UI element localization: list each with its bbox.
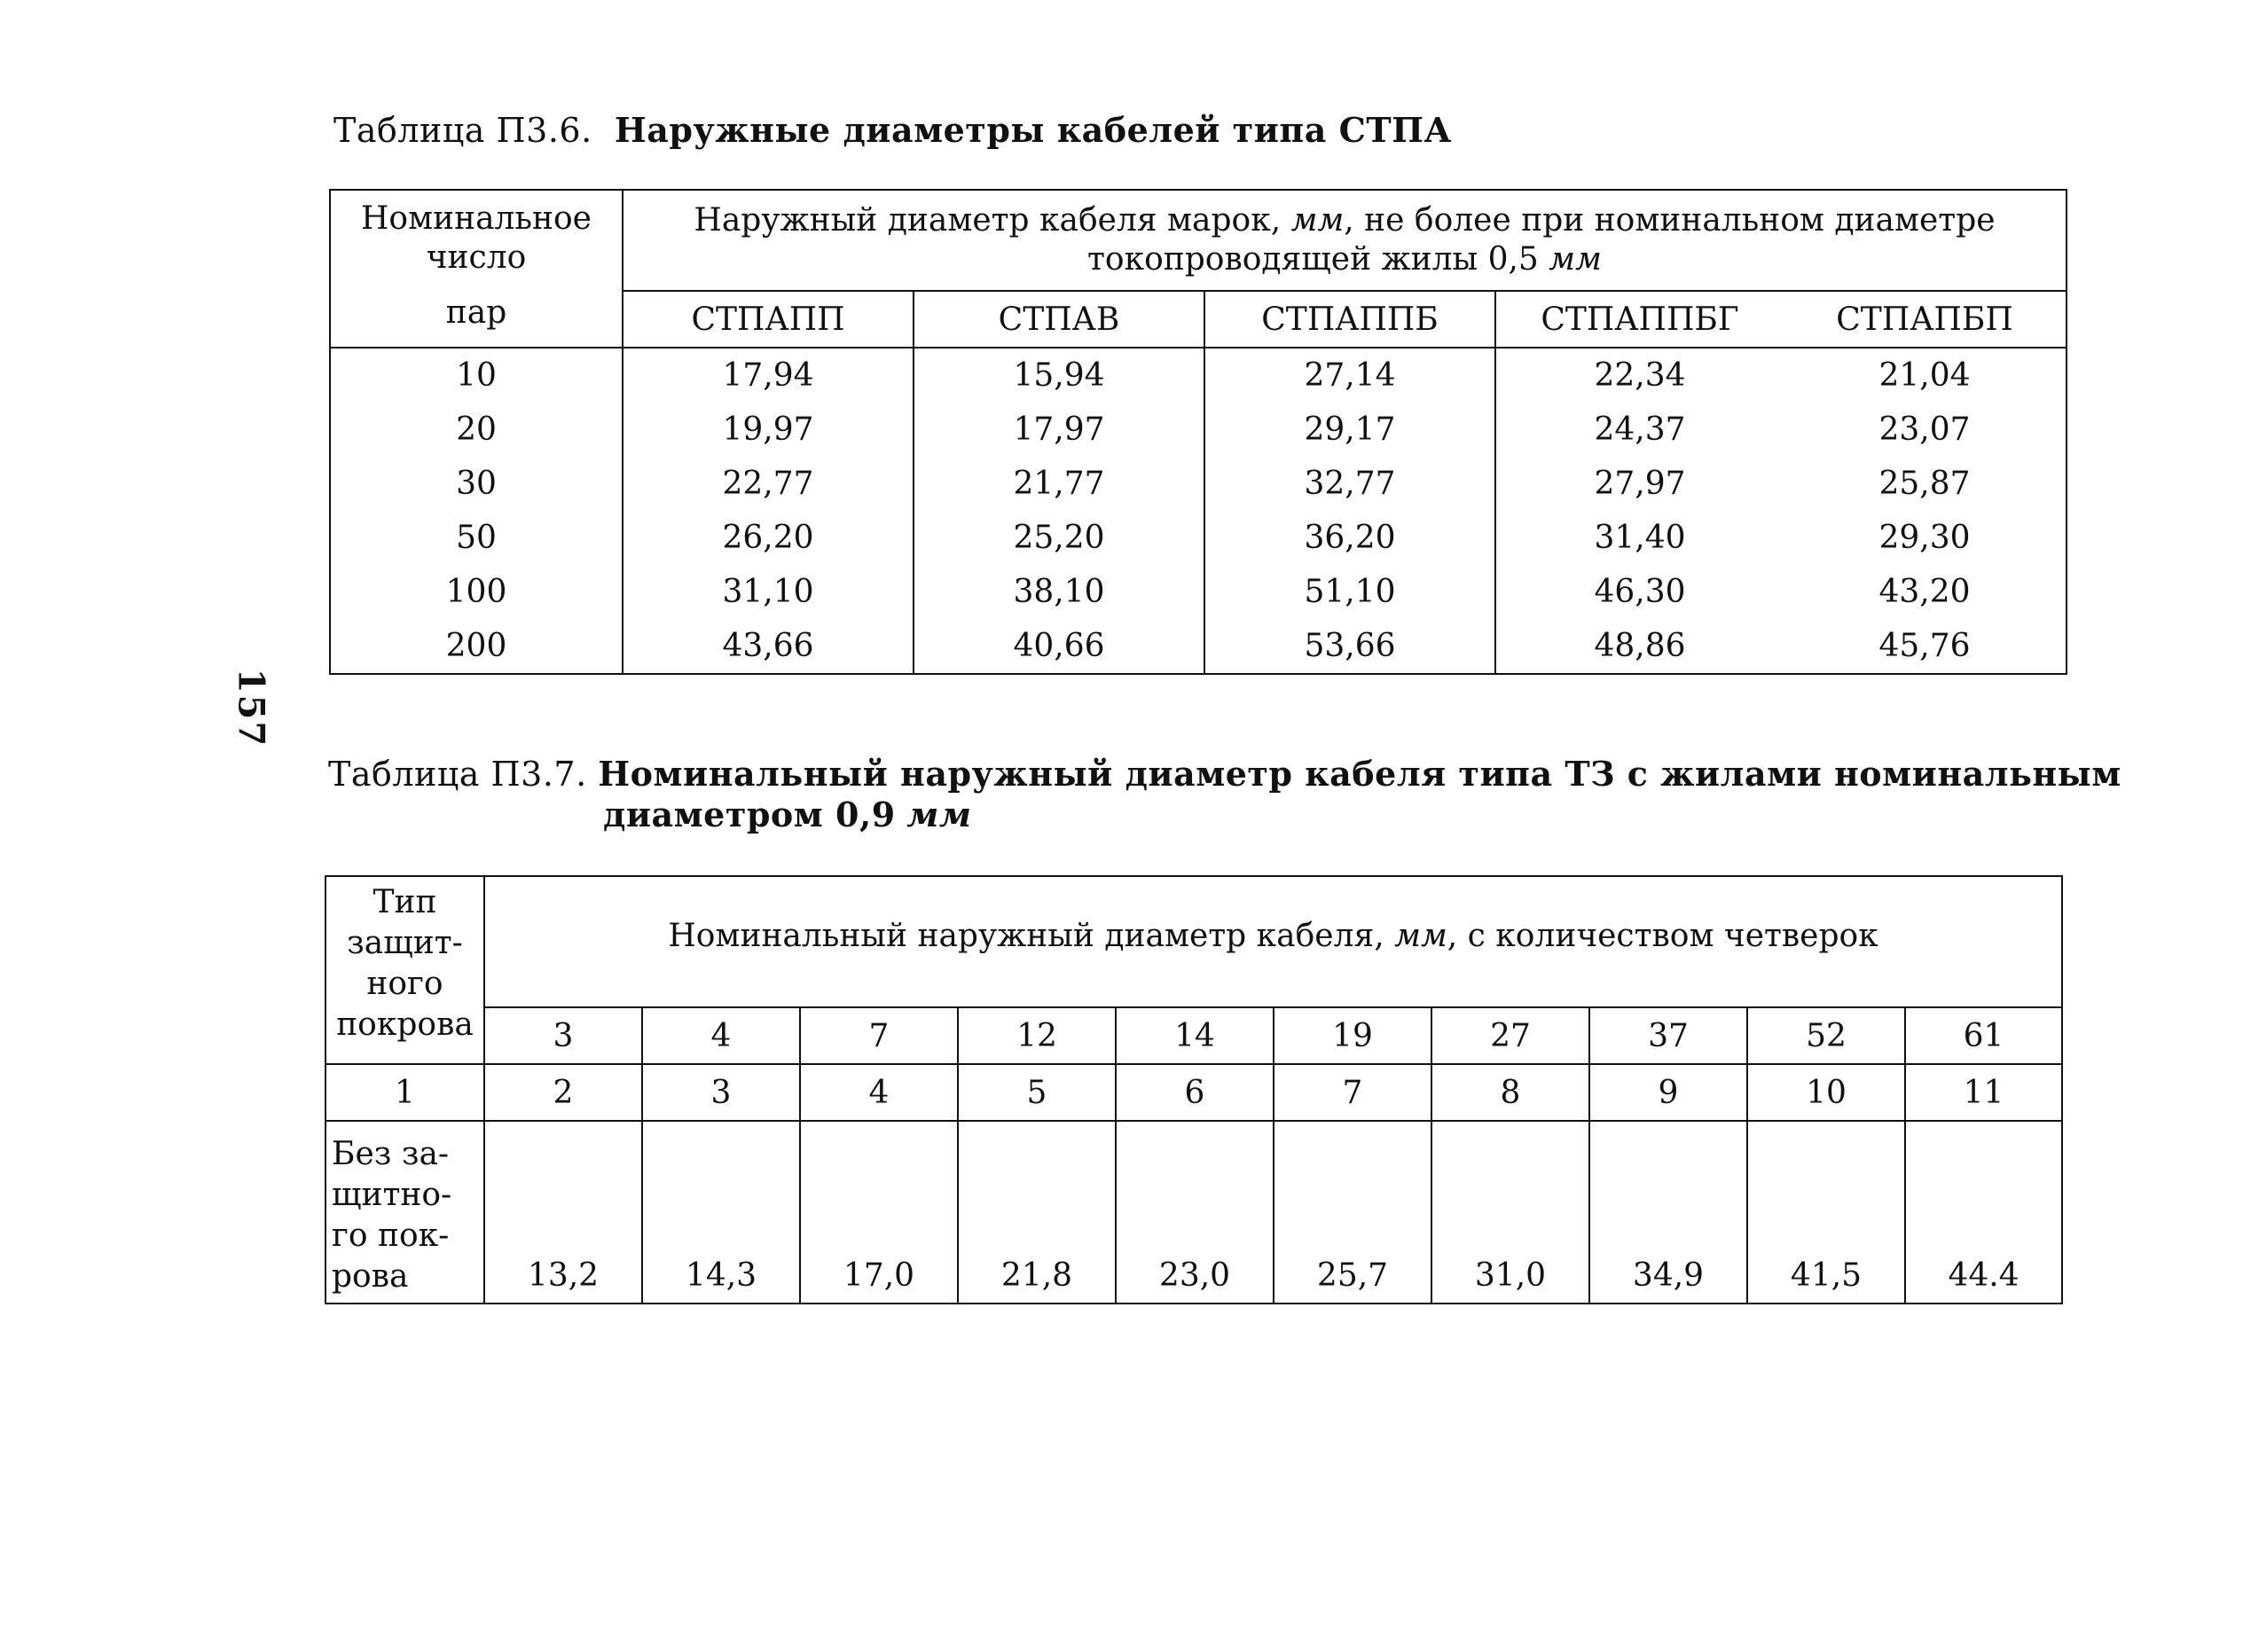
table2-column-number-row xyxy=(325,1064,2062,1121)
quad-count: 52 xyxy=(1747,1007,1905,1064)
table2-value: 25,7 xyxy=(1274,1121,1431,1304)
table1-brand-header: СТПАППБГ xyxy=(1495,291,1784,348)
column-number: 8 xyxy=(1431,1064,1589,1121)
table1-group-header: Наружный диаметр кабеля марок, мм, не более при номинальном диаметре токопроводящей жилы 0,5 мм xyxy=(623,190,2067,291)
table2-value: 41,5 xyxy=(1747,1121,1905,1304)
quad-count: 14 xyxy=(1116,1007,1274,1064)
column-number: 9 xyxy=(1589,1064,1747,1121)
table1-brand-header: СТПАППБ xyxy=(1204,291,1495,348)
table1 xyxy=(329,189,2067,675)
quad-count: 61 xyxy=(1905,1007,2062,1064)
table2-value: 17,0 xyxy=(800,1121,958,1304)
quad-count: 3 xyxy=(484,1007,642,1064)
table2-caption: Таблица П3.7. Номинальный наружный диаметр кабеля типа ТЗ с жилами номинальным диаметром 0,9 мм xyxy=(328,754,2121,834)
table1-brand-header: СТПАПБП xyxy=(1784,291,2067,348)
table2 xyxy=(325,875,2063,1304)
quad-count: 12 xyxy=(958,1007,1116,1064)
table-row: 30 22,77 21,77 32,77 27,97 25,87 xyxy=(330,457,2067,511)
quad-count: 7 xyxy=(800,1007,958,1064)
quad-count: 27 xyxy=(1431,1007,1589,1064)
column-number: 11 xyxy=(1905,1064,2062,1121)
table2-value: 23,0 xyxy=(1116,1121,1274,1304)
quad-count: 4 xyxy=(642,1007,800,1064)
table-row: 200 43,66 40,66 53,66 48,86 45,76 xyxy=(330,619,2067,674)
table1-brand-header: СТПАВ xyxy=(914,291,1204,348)
table2-value: 44.4 xyxy=(1905,1121,2062,1304)
quad-count: 19 xyxy=(1274,1007,1431,1064)
table2-value: 34,9 xyxy=(1589,1121,1747,1304)
table-row: 10 17,94 15,94 27,14 22,34 21,04 xyxy=(330,348,2067,403)
column-number: 5 xyxy=(958,1064,1116,1121)
table2-caption-title: Номинальный наружный диаметр кабеля типа ТЗ с жилами номинальным xyxy=(598,754,2121,794)
table2-value: 13,2 xyxy=(484,1121,642,1304)
column-number: 4 xyxy=(800,1064,958,1121)
column-number: 2 xyxy=(484,1064,642,1121)
table-row: 100 31,10 38,10 51,10 46,30 43,20 xyxy=(330,565,2067,619)
table2-value: 14,3 xyxy=(642,1121,800,1304)
table1-caption-title: Наружные диаметры кабелей типа СТПА xyxy=(614,110,1452,150)
column-number: 10 xyxy=(1747,1064,1905,1121)
table-row xyxy=(325,1121,2062,1304)
table2-quad-row xyxy=(325,1007,2062,1064)
table-row: 20 19,97 17,97 29,17 24,37 23,07 xyxy=(330,403,2067,457)
quad-count: 37 xyxy=(1589,1007,1747,1064)
column-number: 6 xyxy=(1116,1064,1274,1121)
table1-pairs-header: Номинальное число пар xyxy=(330,190,623,348)
column-number: 3 xyxy=(642,1064,800,1121)
table1-caption-label: Таблица П3.6. xyxy=(333,111,592,150)
column-number: 1 xyxy=(325,1064,484,1121)
table2-value: 21,8 xyxy=(958,1121,1116,1304)
column-number: 7 xyxy=(1274,1064,1431,1121)
table2-value: 31,0 xyxy=(1431,1121,1589,1304)
table-row: 50 26,20 25,20 36,20 31,40 29,30 xyxy=(330,511,2067,565)
table2-group-header: Номинальный наружный диаметр кабеля, мм, с количеством четверок xyxy=(484,876,2062,1007)
page-number: 157 xyxy=(230,668,272,748)
table2-type-header: Тип защит- ного покрова xyxy=(325,876,484,1064)
table1-brand-header: СТПАПП xyxy=(623,291,914,348)
table2-caption-label: Таблица П3.7. xyxy=(328,755,587,794)
table2-row-type: Без за- щитно- го пок- рова xyxy=(325,1121,484,1304)
table1-caption xyxy=(333,110,1452,151)
